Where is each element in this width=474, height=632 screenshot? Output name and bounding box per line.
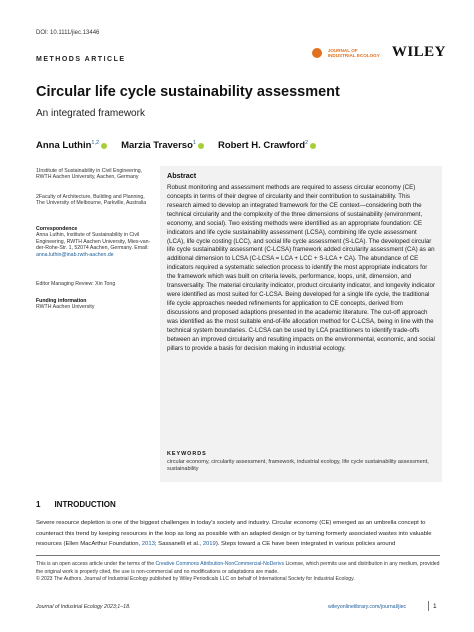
intro-paragraph	[36, 518, 440, 550]
citation-author: Sassanelli et al.,	[158, 541, 202, 548]
journal-logo-line1: JOURNAL OF	[327, 47, 358, 53]
divider	[36, 555, 440, 556]
author-name[interactable]: Anna Luthin	[36, 140, 92, 152]
keywords-text: circular economy, circularity assessment, framework, industrial ecology, life cycle sustainability assessment, sustainability	[167, 459, 429, 472]
article-subtitle: An integrated framework	[36, 108, 145, 119]
abstract-heading: Abstract	[167, 171, 197, 180]
orcid-icon[interactable]	[310, 143, 316, 149]
editor-note: Editor Managing Review: Xin Tong	[36, 281, 116, 287]
article-title: Circular life cycle sustainability assessment	[36, 84, 340, 100]
affiliation-2: 2Faculty of Architecture, Building and Planning, The University of Melbourne, Parkville, Australia	[36, 194, 147, 207]
author[interactable]	[36, 140, 107, 151]
author-name[interactable]: Marzia Traverso	[121, 140, 193, 152]
orcid-icon[interactable]	[101, 143, 107, 149]
intro-text: Severe resource depletion is one of the biggest challenges in today's society and industry. Circular economy (CE) emerged as an umbrella concept to counteract this trend by keeping resources in the loop as long as possible with an adapted design or by turning formerly associated wastes into valuable resources (Ellen MacArthur Foundation,	[36, 520, 432, 548]
funding-heading: Funding information	[36, 298, 87, 304]
journal-logo-text	[328, 48, 386, 58]
copyright-text: © 2023 The Authors. Journal of Industrial Ecology published by Wiley Periodicals LLC on behalf of International Society for Industrial Ecology.	[36, 576, 355, 583]
citation-link[interactable]: 2019	[202, 541, 216, 548]
orcid-icon[interactable]	[198, 143, 204, 149]
intro-text-cont: ). Steps toward a CE have been integrated in various policies around	[215, 541, 396, 548]
funding	[36, 298, 151, 311]
author-list	[36, 140, 316, 151]
publisher-logo: WILEY	[391, 44, 446, 60]
license-link[interactable]: Creative Commons Attribution-NonCommercial-NoDerivs	[155, 561, 285, 567]
article-type: METHODS ARTICLE	[36, 56, 126, 63]
correspondence-text: Anna Luthin, Institute of Sustainability in Civil Engineering, RWTH Aachen University, Mies-van-der-Rohe-Str. 1, 52074 Aachen, Germany. Email:	[36, 232, 151, 252]
page-number: 1	[433, 603, 437, 610]
section-heading	[36, 500, 116, 509]
author[interactable]	[121, 140, 204, 151]
correspondence-heading: Correspondence	[36, 226, 78, 232]
citation-link[interactable]: 2013	[141, 541, 155, 548]
doi[interactable]: DOI: 10.1111/jiec.13446	[36, 30, 100, 36]
license-notice	[36, 561, 440, 584]
author-affiliation-mark: 1,2	[91, 140, 100, 146]
footer-journal-citation: Journal of Industrial Ecology 2023;1–18.	[36, 604, 131, 610]
footer-journal-url[interactable]: wileyonlinelibrary.com/journal/jiec	[328, 604, 407, 610]
citation-separator: ;	[154, 541, 157, 548]
funding-text: RWTH Aachen University	[36, 304, 95, 311]
abstract-text: Robust monitoring and assessment methods are required to assess circular economy (CE) concepts in terms of their degree of circularity and their contribution to sustainability. This research aimed to develop an integrated framework for the CE context—considering both the technical circularity and the complexity of the three dimensions of sustainability (environment, economy, and social). Two existing methods were identified as an appropriate foundation: CE indicators and life cycle sustainability assessment (LCSA), combining life cycle assessment (LCA), life cycle costing (LCC), and social life cycle assessment (S-LCA). The developed circular life cycle sustainability assessment (C-LCSA) framework added circularity assessment (CA) as an additional dimension to LCSA (C-LCSA = LCA + LCC + S-LCA + CA). The abundance of CE indicators required a systematic selection process to identify the most appropriate indicators for the framework which was built on criteria levels, performance, loops, unit, dimension, and transversality. The material circularity indicator, product circularity indicator, and longevity indicator were identified as most suited for C-LCSA. Being developed for a single life cycle, the traditional life cycle approaches needed refinements for application to CE concepts, derived from discussions and proposed adaptions presented in the academic literature. The cut-off approach was identified as the most suitable end-of-life allocation method for C-LCSA, being in line with the technical system boundaries. C-LCSA can be used by LCA practitioners to identify trade-offs between an improved circularity and resulting impacts on the environmental, economic, and social pillars to provide a basis for decision making in industrial ecology.	[167, 184, 436, 352]
author-name[interactable]: Robert H. Crawford	[217, 140, 306, 152]
author-affiliation-mark: 2	[305, 140, 309, 146]
affiliation-1: 1Institute of Sustainability in Civil Engineering, RWTH Aachen University, Aachen, Germany	[36, 168, 143, 181]
journal-logo[interactable]	[312, 44, 446, 61]
journal-logo-line2: INDUSTRIAL ECOLOGY	[327, 52, 380, 58]
correspondence-email[interactable]: anna.luthin@inab.rwth-aachen.de	[36, 251, 114, 258]
section-number: 1	[36, 500, 41, 509]
author-affiliation-mark: 1	[192, 140, 196, 146]
author[interactable]	[218, 140, 316, 151]
footer-divider	[428, 601, 429, 611]
section-title: INTRODUCTION	[54, 500, 116, 509]
keywords-heading: KEYWORDS	[167, 451, 207, 457]
correspondence	[36, 226, 151, 258]
journal-logo-icon	[312, 48, 322, 58]
license-text: This is an open access article under the terms of the	[36, 561, 155, 567]
license-text-cont: License, which permits use and distribution in any medium, provided the original work is properly cited, the use is non-commercial and no modifications or adaptations are made.	[36, 561, 440, 575]
